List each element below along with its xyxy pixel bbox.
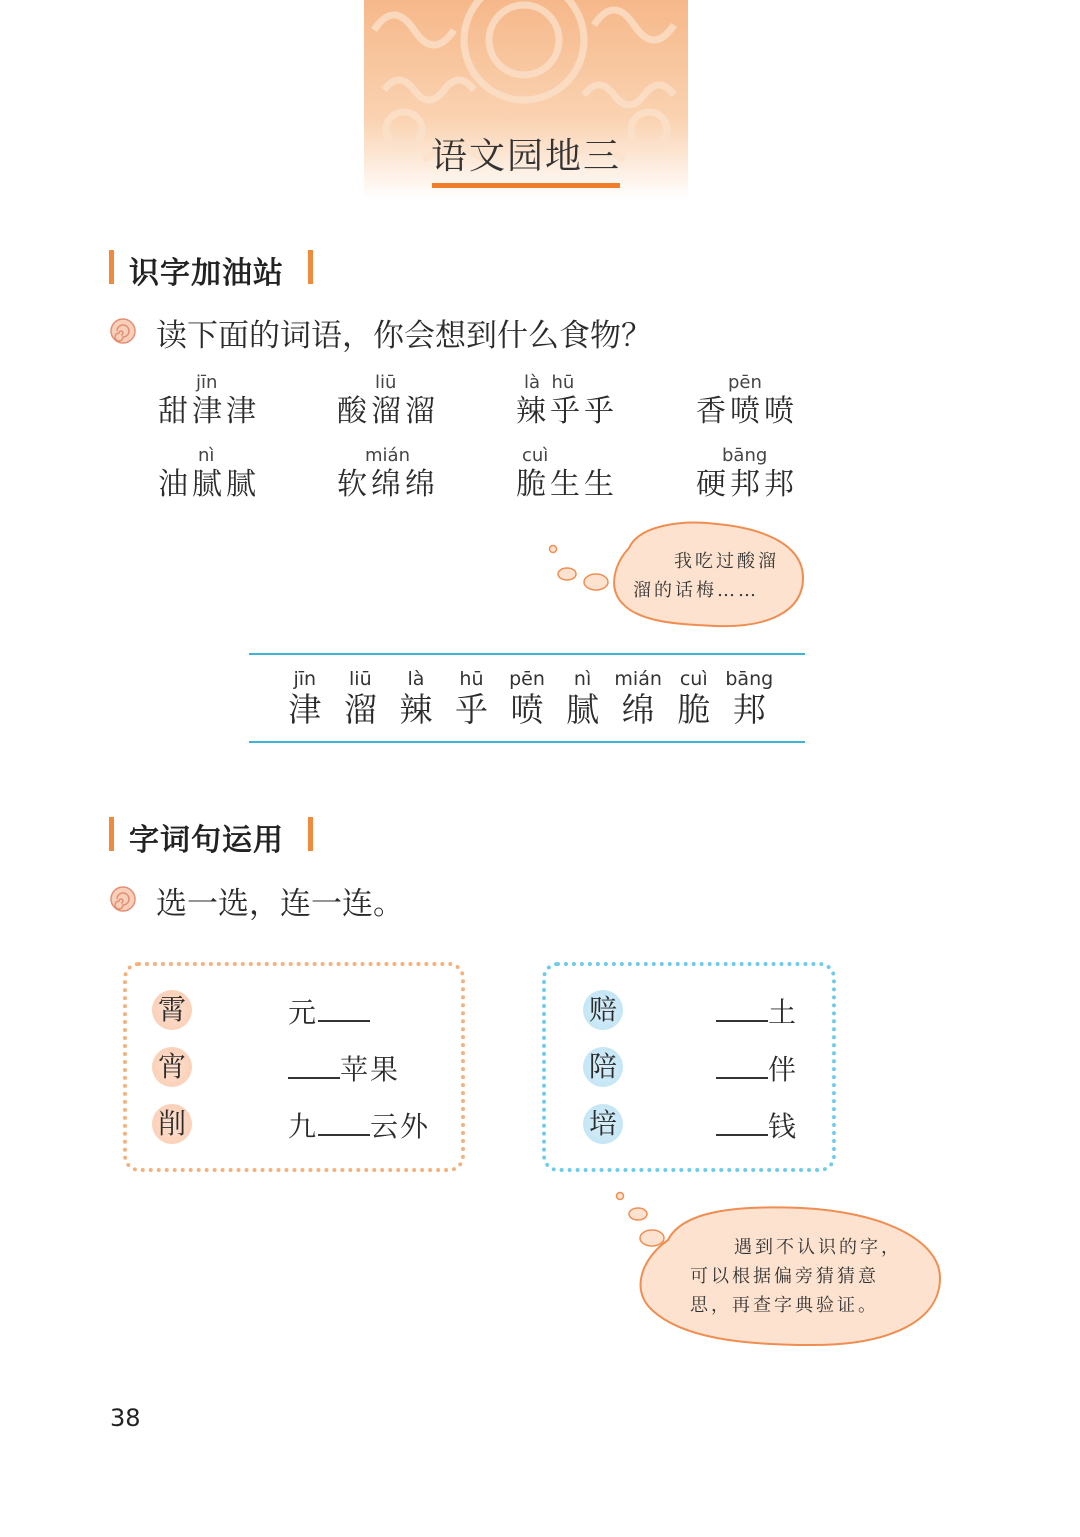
strip-pinyin: bāng (725, 668, 774, 690)
char-option[interactable]: 赔 (583, 990, 623, 1030)
bubble-line: 可以根据偏旁猜猜意 (690, 1266, 879, 1287)
word-text: 香喷喷 (696, 394, 798, 429)
strip-line-bottom (249, 741, 805, 743)
strip-pinyin: là (407, 668, 425, 690)
section2-instruction: 选一选，连一连。 (156, 886, 404, 922)
phrase-option[interactable] (716, 1105, 798, 1145)
word-text: 油腻腻 (158, 467, 260, 502)
strip-char: 津 (288, 690, 322, 729)
section1-instruction: 读下面的词语，你会想到什么食物？ (156, 318, 652, 354)
blank-line (318, 1108, 370, 1136)
strip-char: 喷 (510, 690, 544, 729)
strip-pinyin: pēn (509, 668, 545, 690)
section2-title: 字词句运用 (129, 823, 284, 858)
char-option[interactable]: 培 (583, 1104, 623, 1144)
strip-item (499, 667, 555, 729)
strip-pinyin: jīn (293, 668, 317, 690)
phrase-post: 云外 (370, 1110, 431, 1143)
strip-pinyin: liū (349, 668, 372, 690)
strip-char: 脆 (677, 690, 711, 729)
bubble-line: 我吃过酸溜 (674, 551, 779, 572)
word-pinyin: mián (365, 445, 410, 466)
strip-item (722, 667, 778, 729)
phrase-pre: 九 (288, 1110, 319, 1143)
word-text: 硬邦邦 (696, 467, 798, 502)
bubble-line: 遇到不认识的字， (734, 1237, 902, 1258)
phrase-option[interactable] (716, 991, 798, 1031)
char-option[interactable]: 霄 (152, 990, 192, 1030)
strip-char: 乎 (454, 690, 488, 729)
strip-char: 辣 (399, 690, 433, 729)
word-item (516, 372, 656, 430)
blank-line (716, 1108, 768, 1136)
strip-item (666, 667, 722, 729)
word-item (696, 445, 836, 503)
word-pinyin: là hū (524, 372, 575, 393)
title-underline (432, 183, 620, 188)
phrase-pre: 元 (288, 996, 319, 1029)
strip-item (388, 667, 444, 729)
page-number: 38 (110, 1404, 141, 1432)
word-item (337, 445, 477, 503)
phrase-post: 苹果 (340, 1053, 401, 1086)
phrase-post: 土 (768, 996, 799, 1029)
char-option[interactable]: 削 (152, 1104, 192, 1144)
strip-item (610, 667, 666, 729)
strip-char: 溜 (343, 690, 377, 729)
section-bar-right (308, 250, 313, 284)
strip-char: 邦 (732, 690, 766, 729)
phrase-post: 伴 (768, 1053, 799, 1086)
word-item (696, 372, 836, 430)
word-item (337, 372, 477, 430)
strip-item (555, 667, 611, 729)
page-title: 语文园地三 (430, 136, 621, 177)
phrase-option[interactable] (288, 1048, 400, 1088)
strip-item (333, 667, 389, 729)
strip-item (444, 667, 500, 729)
section-bar-left (109, 250, 114, 284)
word-text: 软绵绵 (337, 467, 439, 502)
strip-pinyin: hū (459, 668, 484, 690)
phrase-option[interactable] (716, 1048, 798, 1088)
blank-line (318, 994, 370, 1022)
bubble-line: 思，再查字典验证。 (690, 1295, 879, 1316)
char-option[interactable]: 陪 (583, 1047, 623, 1087)
blank-line (288, 1051, 340, 1079)
word-pinyin: bāng (722, 445, 768, 466)
phrase-post: 钱 (768, 1110, 799, 1143)
word-pinyin: nì (198, 445, 215, 466)
blank-line (716, 994, 768, 1022)
strip-item (277, 667, 333, 729)
word-text: 脆生生 (516, 467, 618, 502)
blank-line (716, 1051, 768, 1079)
phrase-option[interactable] (288, 991, 370, 1031)
bubble-line: 溜的话梅…… (633, 580, 759, 601)
section-bar-right (308, 817, 313, 851)
swirl-bullet-icon (110, 886, 136, 912)
word-item (158, 445, 298, 503)
strip-char: 绵 (621, 690, 655, 729)
phrase-option[interactable] (288, 1105, 430, 1145)
word-text: 酸溜溜 (337, 394, 439, 429)
strip-pinyin: mián (614, 668, 662, 690)
strip-pinyin: cuì (679, 668, 708, 690)
section1-title: 识字加油站 (129, 256, 284, 291)
word-pinyin: jīn (196, 372, 218, 393)
char-option[interactable]: 宵 (152, 1047, 192, 1087)
word-pinyin: pēn (728, 372, 762, 393)
word-pinyin: liū (375, 372, 397, 393)
word-item (516, 445, 656, 503)
strip-pinyin: nì (573, 668, 592, 690)
word-pinyin: cuì (522, 445, 549, 466)
word-text: 辣乎乎 (516, 394, 618, 429)
word-text: 甜津津 (158, 394, 260, 429)
swirl-bullet-icon (110, 318, 136, 344)
strip-line-top (249, 653, 805, 655)
word-item (158, 372, 298, 430)
section-bar-left (109, 817, 114, 851)
character-strip (277, 667, 777, 729)
strip-char: 腻 (566, 690, 600, 729)
